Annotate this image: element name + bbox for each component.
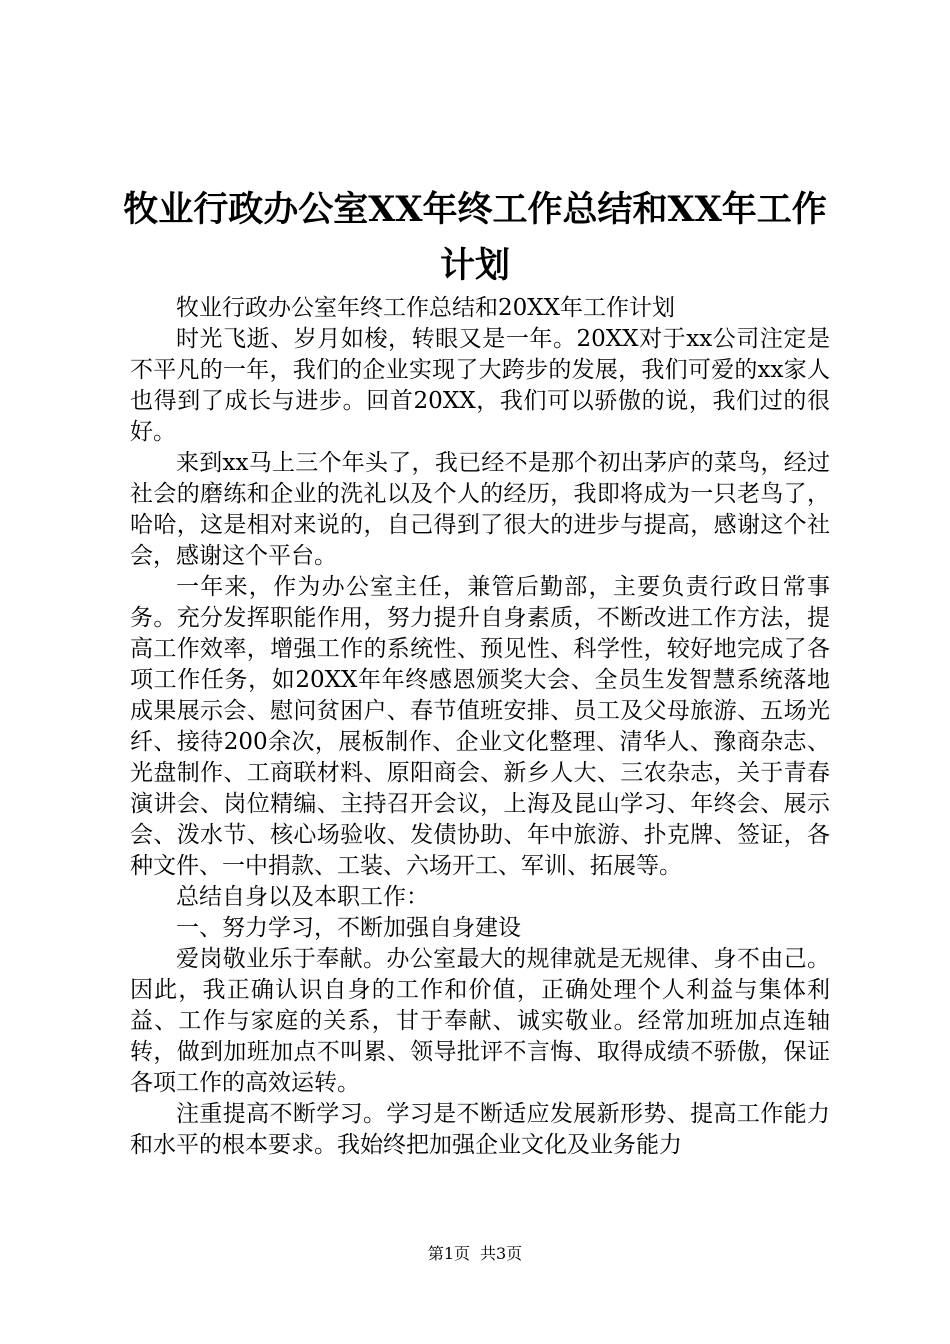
document-title: 牧业行政办公室XX年终工作总结和XX年工作计划 xyxy=(123,189,827,286)
section-heading: 一、努力学习，不断加强自身建设 xyxy=(176,915,521,941)
body-paragraph: 来到xx马上三个年头了，我已经不是那个初出茅庐的菜鸟，经过社会的磨练和企业的洗礼以及个人的经历，我即将成为一只老鸟了，哈哈，这是相对来说的，自己得到了很大的进步与提高，感谢这个社会，感谢这个平台。 xyxy=(130,450,830,569)
body-paragraph: 时光飞逝、岁月如梭，转眼又是一年。20XX对于xx公司注定是不平凡的一年，我们的企业实现了大跨步的发展，我们可爱的xx家人也得到了成长与进步。回首20XX，我们可以骄傲的说，我们过的很好。 xyxy=(130,326,830,445)
body-paragraph: 爱岗敬业乐于奉献。办公室最大的规律就是无规律、身不由己。因此，我正确认识自身的工作和价值，正确处理个人利益与集体利益、工作与家庭的关系，甘于奉献、诚实敬业。经常加班加点连轴转，做到加班加点不叫累、领导批评不言悔、取得成绩不骄傲，保证各项工作的高效运转。 xyxy=(130,946,830,1096)
page-number: 第1页 xyxy=(427,1244,470,1263)
section-intro-paragraph: 总结自身以及本职工作： xyxy=(176,884,429,910)
body-paragraph: 一年来，作为办公室主任，兼管后勤部，主要负责行政日常事务。充分发挥职能作用，努力提升自身素质，不断改进工作方法，提高工作效率，增强工作的系统性、预见性、科学性，较好地完成了各项工作任务，如20XX年年终感恩颁奖大会、全员生发智慧系统落地成果展示会、慰问贫困户、春节值班安排、员工及父母旅游、五场光纤、接待200余次，展板制作、企业文化整理、清华人、豫商杂志、光盘制作、工商联材料、原阳商会、新乡人大、三农杂志，关于青春演讲会、岗位精编、主持召开会议，上海及昆山学习、年终会、展示会、泼水节、核心场验收、发债协助、年中旅游、扑克牌、签证，各种文件、一中捐款、工装、六场开工、军训、拓展等。 xyxy=(130,574,830,879)
document-body xyxy=(130,293,830,1161)
page-footer xyxy=(0,1244,950,1264)
subtitle-paragraph: 牧业行政办公室年终工作总结和20XX年工作计划 xyxy=(176,295,676,321)
page-total: 共3页 xyxy=(480,1244,523,1263)
body-paragraph: 注重提高不断学习。学习是不断适应发展新形势、提高工作能力和水平的根本要求。我始终把加强企业文化及业务能力 xyxy=(130,1101,830,1158)
